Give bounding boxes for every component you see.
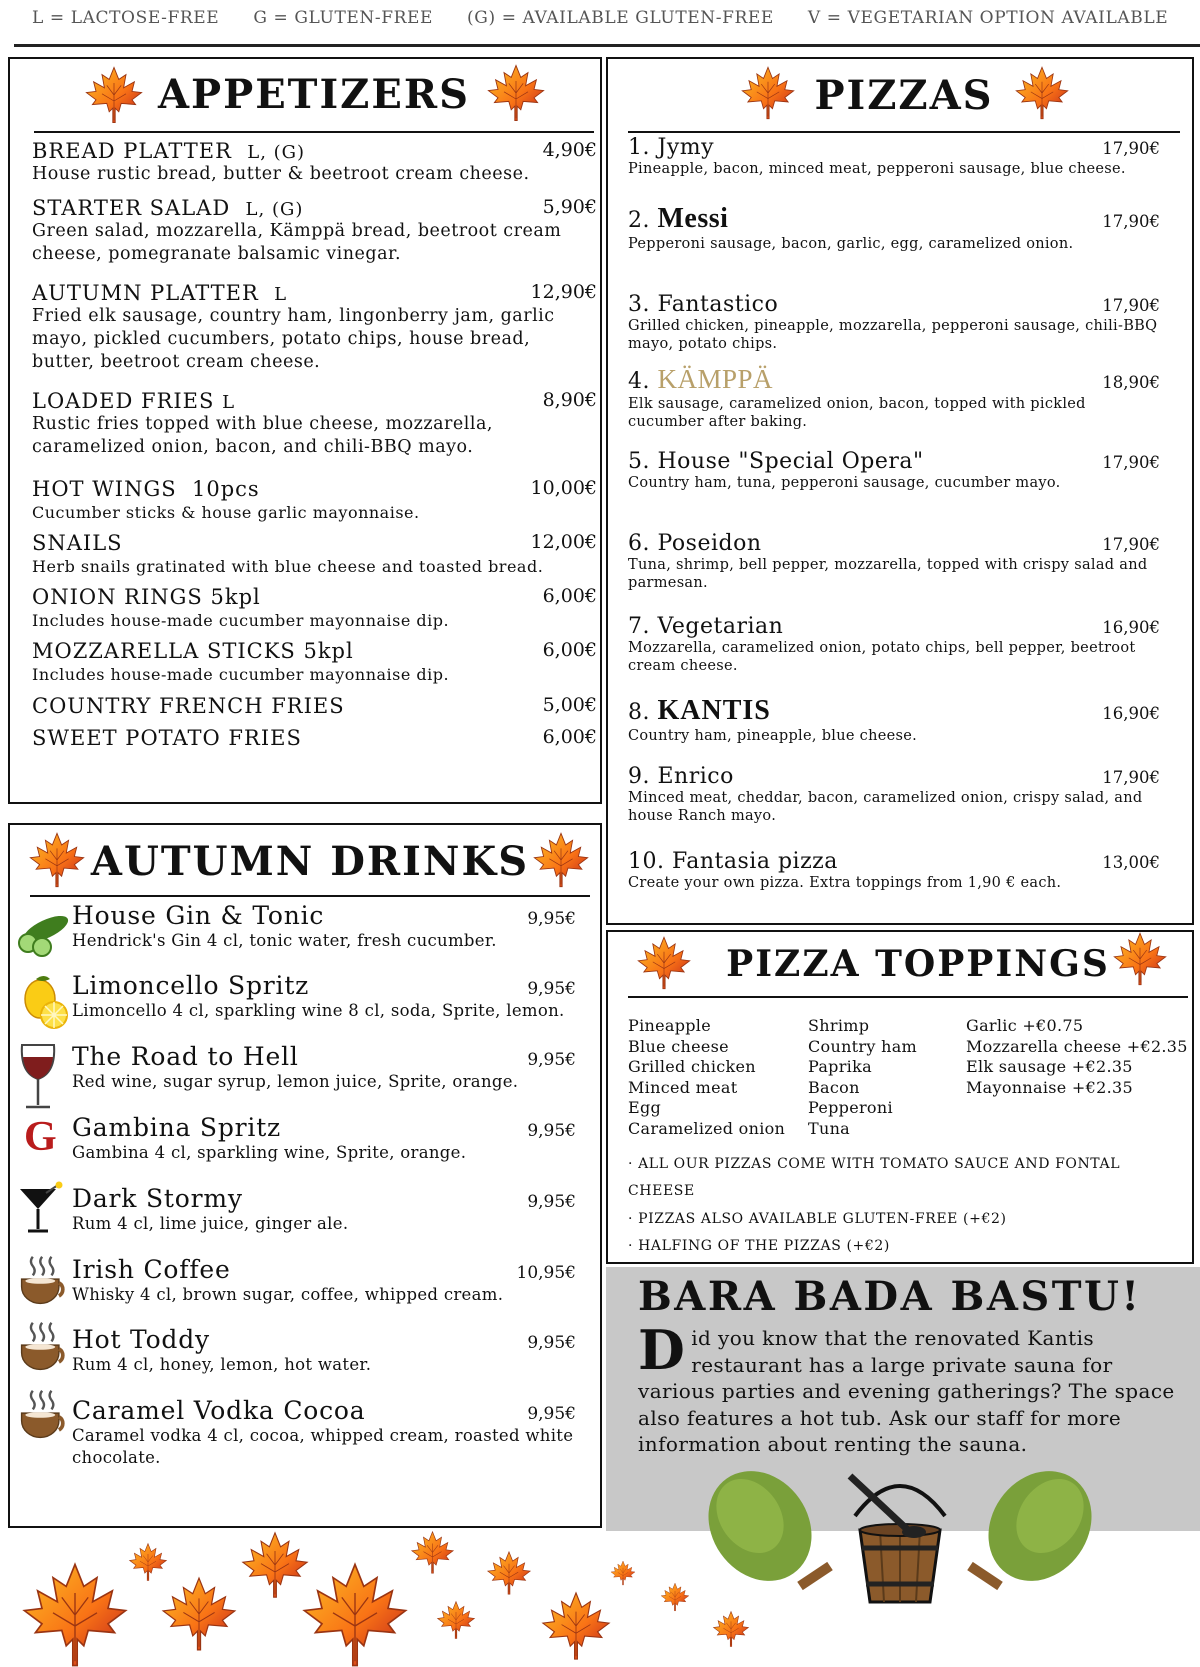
maple-leaf-icon (1014, 65, 1070, 121)
maple-leaf-icon (532, 831, 590, 889)
toppings-column-3 (966, 1016, 1188, 1098)
drink-name: Gambina Spritz (72, 1113, 282, 1142)
maple-leaf-icon (636, 934, 692, 992)
item-tags: L (274, 284, 288, 305)
toppings-note: · PIZZAS ALSO AVAILABLE GLUTEN-FREE (+€2) (628, 1211, 1007, 1227)
item-price: 12,00€ (530, 531, 597, 553)
maple-leaf-icon (304, 1564, 405, 1665)
drink-price: 9,95€ (527, 909, 576, 929)
pizza-description: Pineapple, bacon, minced meat, pepperoni sausage, blue cheese. (628, 161, 1126, 177)
topping-item: Tuna (808, 1118, 851, 1138)
item-description: Herb snails gratinated with blue cheese and toasted bread. (32, 557, 544, 576)
item-tags: 5kpl (303, 639, 354, 663)
pizza-item (628, 531, 1160, 592)
toppings-header (628, 934, 1188, 998)
item-description: Includes house-made cucumber mayonnaise dip. (32, 665, 450, 684)
item-price: 5,00€ (542, 694, 597, 716)
menu-item (32, 196, 597, 266)
maple-leaf-icon (611, 1561, 635, 1585)
item-name: HOT WINGS (32, 477, 177, 501)
lemon-icon (16, 971, 72, 1031)
toppings-title: PIZZA TOPPINGS (726, 943, 1110, 985)
topping-item: Caramelized onion (628, 1118, 786, 1138)
pizza-description: Mozzarella, caramelized onion, potato chips, bell pepper, beetroot cream cheese. (628, 640, 1136, 674)
legend-gluten-available: (G) = AVAILABLE GLUTEN-FREE (467, 8, 774, 28)
pizza-name: Enrico (657, 764, 734, 789)
pizzas-header (628, 65, 1180, 133)
sauna-dropcap: D (638, 1318, 686, 1382)
pizza-price: 18,90€ (1102, 373, 1160, 392)
maple-leaf-icon (243, 1533, 307, 1597)
maple-leaf-icon (1112, 930, 1168, 988)
pizza-name: KANTIS (657, 695, 771, 726)
pizza-price: 17,90€ (1102, 453, 1160, 472)
appetizers-rule (34, 131, 594, 133)
pizza-item (628, 764, 1160, 825)
item-description: Fried elk sausage, country ham, lingonberry jam, garlic mayo, pickled cucumbers, potato chips, house bread, butter, beetroot cream cheese. (32, 306, 555, 372)
item-description: Rustic fries topped with blue cheese, mozzarella, caramelized onion, bacon, and chili-BBQ mayo. (32, 414, 493, 457)
pizza-description: Grilled chicken, pineapple, mozzarella, pepperoni sausage, chili-BBQ mayo, potato chips. (628, 318, 1158, 352)
legend-gluten: G = GLUTEN-FREE (253, 8, 434, 28)
autumn-leaves-decoration (0, 1530, 760, 1667)
toppings-column-2 (808, 1016, 917, 1139)
sauna-body: id you know that the renovated Kantis restaurant has a large private sauna for various parties and evening gatherings? The space also features a hot tub. Ask our staff for more information about renting the sauna. (638, 1326, 1175, 1456)
pizza-number: 1. (628, 135, 650, 160)
pizza-name: Messi (657, 203, 729, 234)
pizza-price: 17,90€ (1102, 296, 1160, 315)
menu-item (32, 639, 597, 686)
drink-description: Rum 4 cl, lime juice, ginger ale. (72, 1214, 349, 1233)
item-name: ONION RINGS (32, 585, 203, 609)
toppings-note: CHEESE (628, 1183, 695, 1199)
item-name: MOZZARELLA STICKS (32, 639, 296, 663)
pizzas-section (606, 57, 1194, 925)
topping-item: Country ham (808, 1036, 918, 1056)
item-name: SNAILS (32, 531, 123, 555)
drink-description: Hendrick's Gin 4 cl, tonic water, fresh cucumber. (72, 931, 497, 950)
pizza-item (628, 292, 1160, 353)
maple-leaf-icon (543, 1593, 609, 1659)
pizza-description: Minced meat, cheddar, bacon, caramelized onion, crispy salad, and house Ranch mayo. (628, 790, 1143, 824)
maple-leaf-icon (84, 65, 144, 125)
drink-price: 10,95€ (516, 1263, 576, 1283)
pizza-item (628, 364, 1160, 431)
item-tags: 10pcs (192, 477, 260, 501)
item-price: 5,90€ (542, 196, 597, 218)
maple-leaf-icon (488, 1552, 530, 1594)
pizza-name: House "Special Opera" (657, 449, 924, 474)
topping-item: Mozzarella cheese +€2.35 (966, 1036, 1188, 1056)
pizza-name: Poseidon (657, 531, 762, 556)
drink-price: 9,95€ (527, 979, 576, 999)
maple-leaf-icon (740, 65, 796, 121)
drink-name: Hot Toddy (72, 1325, 210, 1354)
item-tags: L, (G) (247, 142, 306, 163)
maple-leaf-icon (486, 63, 546, 123)
item-tags: L, (G) (245, 199, 304, 220)
toppings-rule (628, 996, 1188, 998)
drink-name: The Road to Hell (72, 1042, 299, 1071)
pizza-description: Country ham, tuna, pepperoni sausage, cucumber mayo. (628, 475, 1061, 491)
drink-description: Whisky 4 cl, brown sugar, coffee, whipped cream. (72, 1285, 504, 1304)
pizza-price: 17,90€ (1102, 212, 1160, 231)
pizza-name: Vegetarian (657, 614, 784, 639)
pizzas-rule (628, 131, 1180, 133)
item-price: 10,00€ (530, 477, 597, 499)
maple-leaf-icon (24, 1564, 125, 1665)
pizza-name: Jymy (657, 135, 715, 160)
pizza-name: KÄMPPÄ (657, 364, 774, 394)
wine-glass-icon (16, 1041, 60, 1113)
coffee-cup-icon (16, 1319, 72, 1375)
pizza-description: Tuna, shrimp, bell pepper, mozzarella, topped with crispy salad and parmesan. (628, 557, 1148, 591)
pizza-item (628, 849, 1160, 892)
pizza-number: 4. (628, 369, 650, 394)
topping-item: Garlic +€0.75 (966, 1016, 1084, 1035)
item-price: 8,90€ (542, 389, 597, 411)
pizza-description: Elk sausage, caramelized onion, bacon, topped with pickled cucumber after baking. (628, 396, 1086, 430)
topping-item: Grilled chicken (628, 1057, 756, 1076)
pizza-price: 13,00€ (1102, 853, 1160, 872)
maple-leaf-icon (412, 1532, 453, 1573)
drink-item (72, 971, 576, 1022)
drink-description: Caramel vodka 4 cl, cocoa, whipped cream, roasted white chocolate. (72, 1426, 574, 1467)
topping-item: Egg (628, 1098, 662, 1117)
item-price: 4,90€ (542, 139, 597, 161)
drink-name: Dark Stormy (72, 1184, 243, 1213)
pizzas-title: PIZZAS (814, 72, 994, 119)
pizza-number: 8. (628, 700, 650, 725)
pizza-name: Fantastico (657, 292, 779, 317)
drink-description: Gambina 4 cl, sparkling wine, Sprite, orange. (72, 1143, 467, 1162)
pizza-number: 3. (628, 292, 650, 317)
maple-leaf-icon (714, 1612, 749, 1647)
item-name: STARTER SALAD (32, 196, 231, 220)
item-description: Cucumber sticks & house garlic mayonnaise. (32, 503, 420, 522)
pizza-price: 17,90€ (1102, 535, 1160, 554)
legend-divider (14, 44, 1200, 47)
menu-item (32, 726, 597, 750)
drinks-header (30, 831, 590, 897)
drink-item (72, 1184, 576, 1235)
pizza-item (628, 203, 1160, 253)
drink-price: 9,95€ (527, 1121, 576, 1141)
drink-item (72, 901, 576, 952)
drink-description: Limoncello 4 cl, sparkling wine 8 cl, soda, Sprite, lemon. (72, 1001, 565, 1020)
item-tags: 5kpl (210, 585, 261, 609)
menu-item (32, 281, 597, 374)
toppings-column-1 (628, 1016, 785, 1139)
cocktail-glass-icon (16, 1181, 66, 1235)
drink-price: 9,95€ (527, 1192, 576, 1212)
item-description: Green salad, mozzarella, Kämppä bread, beetroot cream cheese, pomegranate balsamic vinegar. (32, 221, 562, 264)
sauna-title: BARA BADA BASTU! (638, 1273, 1142, 1320)
coffee-cup-icon (16, 1387, 72, 1443)
birch-whisk-icon (967, 1456, 1100, 1601)
drink-item (72, 1396, 576, 1469)
topping-item: Pineapple (628, 1016, 711, 1035)
appetizers-title: APPETIZERS (158, 71, 470, 118)
pizza-item (628, 695, 1160, 745)
pizza-price: 17,90€ (1102, 768, 1160, 787)
menu-item (32, 389, 597, 459)
maple-leaf-icon (28, 831, 86, 889)
drink-description: Red wine, sugar syrup, lemon juice, Sprite, orange. (72, 1072, 519, 1091)
item-price: 12,90€ (530, 281, 597, 303)
topping-item: Shrimp (808, 1016, 870, 1035)
pizza-item (628, 614, 1160, 675)
pizza-description: Pepperoni sausage, bacon, garlic, egg, caramelized onion. (628, 236, 1074, 252)
topping-item: Mayonnaise +€2.35 (966, 1077, 1133, 1097)
item-name: LOADED FRIES (32, 389, 215, 413)
item-price: 6,00€ (542, 585, 597, 607)
menu-item (32, 585, 597, 632)
pizza-number: 7. (628, 614, 650, 639)
pizza-description: Create your own pizza. Extra toppings from 1,90 € each. (628, 875, 1062, 891)
autumn-drinks-section (8, 823, 602, 1528)
item-name: AUTUMN PLATTER (32, 281, 259, 305)
appetizers-section (8, 57, 602, 804)
drink-item (72, 1113, 576, 1164)
pizza-description: Country ham, pineapple, blue cheese. (628, 728, 917, 744)
menu-item (32, 477, 597, 524)
toppings-note: · HALFING OF THE PIZZAS (+€2) (628, 1238, 890, 1254)
pizza-toppings-section (606, 930, 1194, 1264)
sauna-text (638, 1318, 1178, 1458)
maple-leaf-icon (130, 1544, 167, 1581)
item-price: 6,00€ (542, 726, 597, 748)
wooden-bucket-icon (850, 1476, 945, 1602)
drink-item (72, 1325, 576, 1376)
maple-leaf-icon (661, 1583, 689, 1611)
pizza-price: 17,90€ (1102, 139, 1160, 158)
drink-item (72, 1255, 576, 1306)
menu-item (32, 531, 597, 578)
drink-name: Caramel Vodka Cocoa (72, 1396, 366, 1425)
item-tags: L (222, 392, 236, 413)
drink-price: 9,95€ (527, 1050, 576, 1070)
menu-item (32, 139, 597, 186)
drinks-title: AUTUMN DRINKS (90, 838, 530, 885)
pizza-number: 2. (628, 208, 650, 233)
pizza-number: 6. (628, 531, 650, 556)
item-name: COUNTRY FRENCH FRIES (32, 694, 345, 718)
cucumber-icon (16, 909, 72, 959)
pizza-item (628, 135, 1160, 178)
drink-item (72, 1042, 576, 1093)
pizza-item (628, 449, 1160, 492)
pizza-number: 5. (628, 449, 650, 474)
gambina-logo-icon: G (24, 1114, 57, 1160)
pizza-name: Fantasia pizza (672, 849, 838, 874)
item-description: House rustic bread, butter & beetroot cream cheese. (32, 164, 530, 184)
topping-item: Minced meat (628, 1077, 738, 1097)
pizza-price: 16,90€ (1102, 618, 1160, 637)
drink-description: Rum 4 cl, honey, lemon, hot water. (72, 1355, 372, 1374)
topping-item: Pepperoni (808, 1098, 893, 1117)
pizza-price: 16,90€ (1102, 704, 1160, 723)
maple-leaf-icon (163, 1578, 235, 1650)
item-description: Includes house-made cucumber mayonnaise dip. (32, 611, 450, 630)
pizza-number: 9. (628, 764, 650, 789)
sauna-bucket-illustration (700, 1456, 1100, 1606)
appetizers-header (34, 67, 594, 133)
menu-item (32, 694, 597, 718)
drink-name: Irish Coffee (72, 1255, 231, 1284)
topping-item: Paprika (808, 1057, 872, 1076)
item-name: BREAD PLATTER (32, 139, 232, 163)
drink-name: Limoncello Spritz (72, 971, 310, 1000)
legend-vegetarian: V = VEGETARIAN OPTION AVAILABLE (807, 8, 1169, 28)
toppings-note: · ALL OUR PIZZAS COME WITH TOMATO SAUCE AND FONTAL (628, 1156, 1121, 1172)
drink-name: House Gin & Tonic (72, 901, 325, 930)
coffee-cup-icon (16, 1253, 72, 1309)
drink-price: 9,95€ (527, 1404, 576, 1424)
topping-item: Elk sausage +€2.35 (966, 1057, 1133, 1076)
topping-item: Blue cheese (628, 1036, 729, 1056)
topping-item: Bacon (808, 1077, 860, 1097)
item-name: SWEET POTATO FRIES (32, 726, 302, 750)
item-price: 6,00€ (542, 639, 597, 661)
dietary-legend (32, 8, 1172, 28)
pizza-number: 10. (628, 849, 665, 874)
drinks-rule (30, 895, 590, 897)
maple-leaf-icon (438, 1602, 475, 1639)
legend-lactose: L = LACTOSE-FREE (32, 8, 220, 28)
drink-price: 9,95€ (527, 1333, 576, 1353)
